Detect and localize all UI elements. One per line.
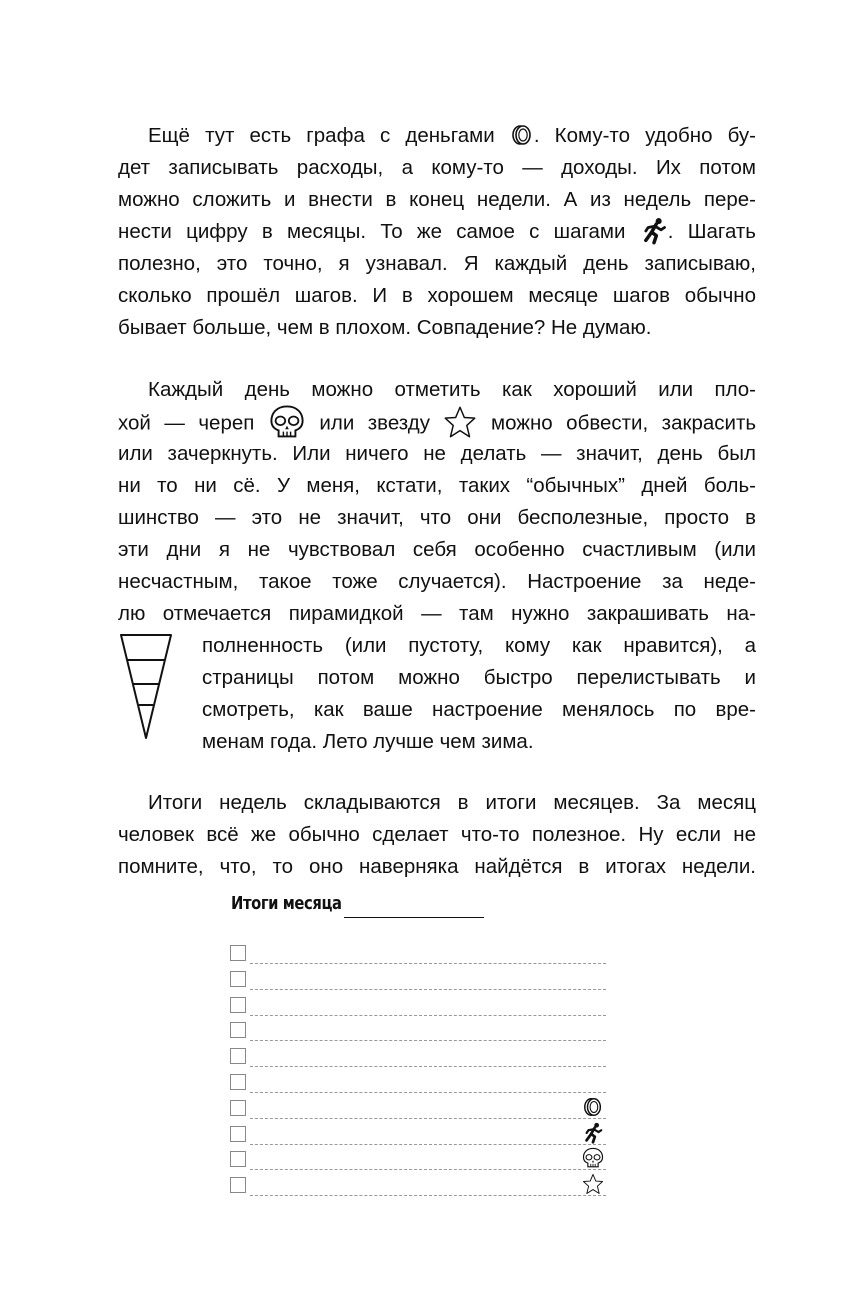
skull-icon <box>268 404 306 440</box>
dashed-rule <box>250 1015 606 1016</box>
checkbox[interactable] <box>230 971 246 987</box>
text-line: ни то ни сё. У меня, кстати, таких “обычных” дней боль- <box>118 474 756 497</box>
dashed-rule <box>250 989 606 990</box>
checkbox[interactable] <box>230 1126 246 1142</box>
summary-row <box>230 1173 606 1199</box>
summary-row <box>230 941 606 967</box>
text-line: помните, что, то оно наверняка найдётся в итогах недели. <box>118 855 756 878</box>
checkbox[interactable] <box>230 945 246 961</box>
text-line: шинство — это не значит, что они бесполезные, просто в <box>118 506 756 529</box>
dashed-rule <box>250 1195 606 1196</box>
checkbox[interactable] <box>230 997 246 1013</box>
coin-icon <box>582 1096 604 1118</box>
text-line: можно сложить и внести в конец недели. А из недель пере- <box>118 188 756 211</box>
text-line: бывает больше, чем в плохом. Совпадение? Не думаю. <box>118 316 652 339</box>
text-line: нести цифру в месяцы. То же самое с шагами . Шагать <box>118 216 756 248</box>
summary-row <box>230 1147 606 1173</box>
dashed-rule <box>250 1066 606 1067</box>
summary-row <box>230 1044 606 1070</box>
text-line: менам года. Лето лучше чем зима. <box>202 730 534 753</box>
summary-row <box>230 1070 606 1096</box>
dashed-rule <box>250 1040 606 1041</box>
coin-icon <box>510 122 534 148</box>
dashed-rule <box>250 963 606 964</box>
dashed-rule <box>250 1144 606 1145</box>
dashed-rule <box>250 1092 606 1093</box>
text-line: смотреть, как ваше настроение менялось по вре- <box>202 698 756 721</box>
skull-icon <box>582 1147 604 1169</box>
text-line: страницы потом можно быстро перелистывать и <box>202 666 756 689</box>
text-line: хой — череп или звезду можно обвести, закрасить <box>118 406 756 438</box>
star-icon <box>582 1173 604 1195</box>
summary-row <box>230 993 606 1019</box>
text-line: лю отмечается пирамидкой — там нужно закрашивать на- <box>118 602 756 625</box>
dashed-rule <box>250 1169 606 1170</box>
checkbox[interactable] <box>230 1074 246 1090</box>
text-line: дет записывать расходы, а кому-то — доходы. Их потом <box>118 156 756 179</box>
checkbox[interactable] <box>230 1177 246 1193</box>
summary-title: Итоги месяца <box>231 893 342 914</box>
summary-row <box>230 967 606 993</box>
checkbox[interactable] <box>230 1048 246 1064</box>
text-line: эти дни я не чувствовал себя особенно счастливым (или <box>118 538 756 561</box>
mood-pyramid-icon <box>118 632 176 742</box>
summary-row <box>230 1018 606 1044</box>
text-line: Итоги недель складываются в итоги месяцев. За месяц <box>148 791 756 814</box>
text-line: несчастным, такое тоже случается). Настроение за неде- <box>118 570 756 593</box>
star-icon <box>443 405 477 439</box>
text-line: Каждый день можно отметить как хороший или пло- <box>148 378 756 401</box>
text-line: или зачеркнуть. Или ничего не делать — значит, день был <box>118 442 756 465</box>
text-line: полезно, это точно, я узнавал. Я каждый день записываю, <box>118 252 756 275</box>
dashed-rule <box>250 1118 606 1119</box>
summary-blank-line <box>344 917 484 918</box>
summary-row <box>230 1096 606 1122</box>
text-line: полненность (или пустоту, кому как нравится), а <box>202 634 756 657</box>
text-line: сколько прошёл шагов. И в хорошем месяце шагов обычно <box>118 284 756 307</box>
runner-icon <box>640 216 668 246</box>
summary-row <box>230 1122 606 1148</box>
checkbox[interactable] <box>230 1151 246 1167</box>
text-line: Ещё тут есть графа с деньгами . Кому-то удобно бу- <box>148 120 756 152</box>
checkbox[interactable] <box>230 1022 246 1038</box>
checkbox[interactable] <box>230 1100 246 1116</box>
runner-icon <box>582 1122 604 1144</box>
text-line: человек всё же обычно сделает что-то полезное. Ну если не <box>118 823 756 846</box>
